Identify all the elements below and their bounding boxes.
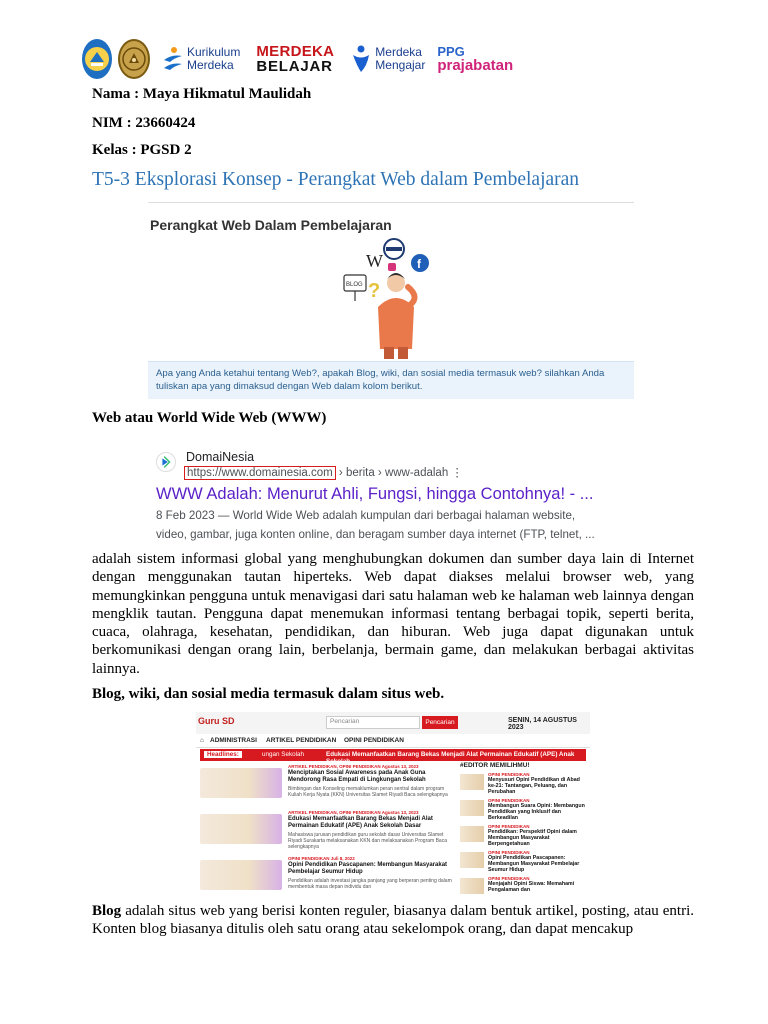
site-search-input: Pencarian (326, 716, 420, 729)
editor-pick-item (460, 824, 588, 848)
site-date: SENIN, 14 AGUSTUS 2023 (508, 717, 577, 731)
nav-item-administrasi: ADMINISTRASI (210, 737, 257, 744)
article-thumbnail (200, 814, 282, 844)
editor-pick-item (460, 772, 588, 796)
article-card (200, 764, 456, 804)
editor-pick-thumbnail (460, 826, 484, 842)
article-excerpt: Mahasiswa jurusan pendidikan guru sekolah dasar Universitas Slamet Riyadi Surakarta melaksanakan KKN dan melaksanakan Program Baca selengkapnya (288, 832, 447, 850)
merdeka-belajar-line1: MERDEKA (256, 43, 335, 60)
search-result-site-name: DomaiNesia (186, 450, 255, 464)
article-card (200, 856, 456, 896)
ticker-label: Headlines: (204, 751, 242, 758)
search-result-url (184, 465, 463, 479)
editor-pick-thumbnail (460, 878, 484, 894)
editor-pick-category: OPINI PENDIDIKAN (488, 824, 530, 829)
search-result-url-highlight: https://www.domainesia.com (184, 466, 336, 480)
article-excerpt: Pendidikan adalah investasi jangka panjang yang berperan penting dalam membentuk masa depan individu dan (288, 878, 452, 890)
editor-pick-category: OPINI PENDIDIKAN (488, 772, 530, 777)
editor-pick-title: Pendidikan: Perspektif Opini dalam Membangun Masyarakat Berpengetahuan (488, 829, 577, 847)
section-heading-www: Web atau World Wide Web (WWW) (92, 410, 327, 426)
article-card (200, 810, 456, 850)
article-thumbnail (200, 768, 282, 798)
merdeka-mengajar-icon (350, 44, 372, 74)
site-nav (196, 734, 590, 748)
editor-pick-category: OPINI PENDIDIKAN (488, 876, 530, 881)
editor-pick-category: OPINI PENDIDIKAN (488, 850, 530, 855)
ppg-prajabatan-logo (437, 45, 513, 74)
search-result-snippet: 8 Feb 2023 — World Wide Web adalah kumpulan dari berbagai halaman website, video, gambar, juga konten online, dan beragam sumber daya internet (FTP, telnet, ... (156, 509, 595, 541)
nav-item-artikel: ARTIKEL PENDIDIKAN (266, 737, 337, 744)
editor-pick-title: Menjajahi Opini Siswa: Memahami Pengalaman dan (488, 881, 575, 893)
site-headline-ticker (200, 749, 586, 765)
editor-picks-heading: #EDITOR MEMILIHMU! (460, 762, 530, 769)
student-class: Kelas : PGSD 2 (92, 142, 192, 158)
article-title: Edukasi Memanfaatkan Barang Bekas Menjadi Alat Permainan Edukatif (APE) Anak Sekolah Dasar (288, 816, 433, 829)
site-brand: Guru SD (198, 716, 235, 726)
kurikulum-merdeka-logo (162, 46, 240, 72)
search-result-url-path: › berita › www-adalah ⋮ (335, 467, 463, 479)
figure-search-result (150, 448, 610, 544)
article-title: Menciptakan Sosial Awareness pada Anak Guna Mendorong Rasa Empati di Lingkungan Sekolah (288, 770, 426, 783)
kurikulum-logo-line2: Merdeka (187, 58, 234, 72)
editor-pick-item (460, 876, 588, 896)
article-category: ARTIKEL PENDIDIKAN, OPINI PENDIDIKAN Agustus 13, 2023 (288, 764, 419, 769)
editor-pick-thumbnail (460, 774, 484, 790)
editor-pick-item (460, 798, 588, 822)
ticker-item: Edukasi Memanfaatkan Barang Bekas Menjadi Alat Permainan Edukatif (APE) Anak Sekolah (326, 751, 575, 765)
merdeka-mengajar-logo (350, 44, 425, 74)
site-search-button: Pencarian (422, 716, 458, 729)
mengajar-logo-line2: Mengajar (375, 58, 426, 72)
tut-wuri-handayani-logo (82, 39, 112, 79)
tut-wuri-emblem-icon (82, 44, 112, 74)
ppg-logo-line1: PPG (437, 43, 465, 59)
question-mark-icon: ? (368, 280, 381, 302)
university-seal-icon (120, 45, 148, 73)
merdeka-belajar-logo (256, 44, 334, 74)
figure1-card-title: Perangkat Web Dalam Pembelajaran (150, 217, 392, 233)
editor-pick-category: OPINI PENDIDIKAN (488, 798, 530, 803)
kurikulum-merdeka-icon (162, 46, 184, 72)
search-result-headline: WWW Adalah: Menurut Ahli, Fungsi, hingga Contohnya! - ... (156, 485, 594, 503)
student-name: Nama : Maya Hikmatul Maulidah (92, 86, 312, 102)
blog-term: Blog (92, 903, 122, 919)
article-title: Opini Pendidikan Pascapanen: Membangun Masyarakat Pembelajar Seumur Hidup (288, 862, 448, 875)
article-category: ARTIKEL PENDIDIKAN, OPINI PENDIDIKAN Agustus 13, 2023 (288, 810, 419, 815)
site-topbar (196, 712, 590, 734)
figure-perangkat-web (148, 202, 634, 398)
student-nim: NIM : 23660424 (92, 115, 196, 131)
figure1-caption: Apa yang Anda ketahui tentang Web?, apakah Blog, wiki, dan sosial media termasuk web? silahkan Anda tuliskan apa yang dimaksud dengan Web dalam kolom berikut. (148, 361, 634, 399)
blog-definition-text: adalah situs web yang berisi konten reguler, biasanya dalam bentuk artikel, posting, atau entri. Konten blog biasanya ditulis oleh satu orang atau sekelompok orang, dan dapat mencakup (92, 903, 694, 938)
wikipedia-icon: W (366, 251, 383, 271)
instagram-icon (388, 263, 396, 271)
paragraph-blog-definition (92, 902, 694, 939)
figure-gurusd-website (196, 712, 590, 896)
editor-pick-thumbnail (460, 852, 484, 868)
ppg-logo-line2: prajabatan (437, 56, 514, 74)
merdeka-belajar-line2: BELAJAR (256, 58, 333, 75)
facebook-letter: f (417, 257, 421, 271)
editor-pick-thumbnail (460, 800, 484, 816)
article-excerpt: Bimbingan dan Konseling memaklumkan peran sentral dalam program Kuliah Kerja Nyata (KKN) Universitas Slamet Riyadi Baca selengkapnya (288, 786, 448, 798)
nav-item-opini: OPINI PENDIDIKAN (344, 737, 404, 744)
document-title: T5-3 Eksplorasi Konsep - Perangkat Web dalam Pembelajaran (92, 169, 580, 190)
editor-pick-title: Membangun Suara Opini: Membangun Pendidikan yang Inklusif dan Berkeadilan (488, 803, 585, 821)
editor-pick-title: Opini Pendidikan Pascapanen: Membangun Masyarakat Pembelajar Seumur Hidup (488, 855, 580, 873)
blog-sign-text: BLOG (346, 282, 363, 288)
editor-pick-title: Menyusuri Opini Pendidikan di Abad ke-21: Tantangan, Peluang, dan Perubahan (488, 777, 580, 795)
article-category: OPINI PENDIDIKAN Juli 8, 2022 (288, 856, 355, 861)
article-thumbnail (200, 860, 282, 890)
paragraph-web-definition: adalah sistem informasi global yang menghubungkan dokumen dan sumber daya lain di Internet dengan menggunakan tautan hiperteks. Web dapat diakses melalui browser web, yang memungkinkan pengguna untuk menavigasi dari satu halaman web ke halaman web lainnya dengan mengklik tautan. Pengguna dapat menemukan informasi tentang berbagai topik, seperti berita, cuaca, olahraga, kesehatan, pendidikan, dan hiburan. Web juga dapat digunakan untuk berkomunikasi dengan orang lain, berbelanja, bermain game, dan melakukan berbagai aktivitas lainnya. (92, 551, 694, 677)
editor-pick-item (460, 850, 588, 874)
thinking-person-illustration (338, 237, 438, 359)
mengajar-logo-line1: Merdeka (375, 45, 422, 59)
ticker-item: ungan Sekolah (262, 751, 305, 758)
domainesia-favicon-icon (156, 452, 176, 472)
university-seal-logo (118, 39, 150, 79)
home-icon: ⌂ (200, 737, 204, 744)
section-heading-blog-wiki: Blog, wiki, dan sosial media termasuk dalam situs web. (92, 686, 445, 702)
header-logos (80, 34, 514, 84)
kurikulum-logo-line1: Kurikulum (187, 45, 241, 59)
